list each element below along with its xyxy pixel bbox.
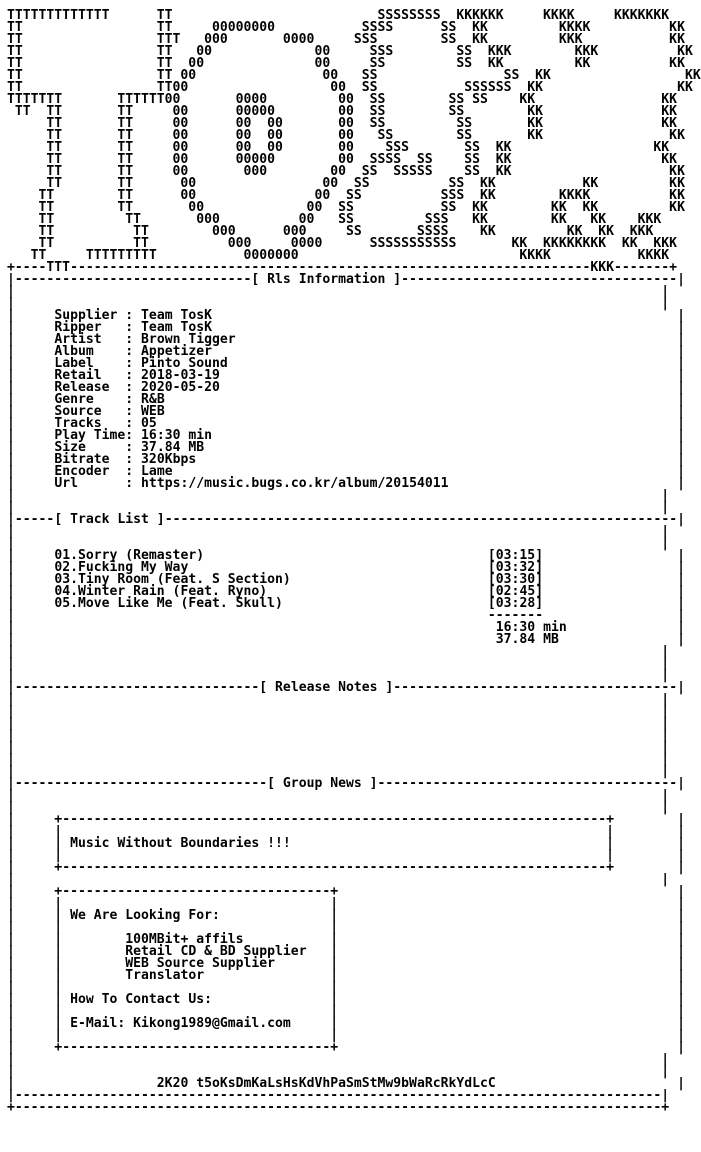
logo-art-line: TTTTTTT TTTTTT00 0000 00 SS SS SS KK KK	[7, 92, 678, 107]
news-list-item: Retail CD & BD Supplier	[125, 944, 307, 959]
frame-side: |	[7, 1016, 15, 1031]
frame-side: |	[677, 848, 685, 863]
frame-blank-line: | |	[7, 668, 670, 683]
logo-art-line: TT TT 00 00 00 00 SS SS KK KK	[7, 116, 678, 131]
news-heading: We Are Looking For:	[70, 908, 220, 923]
frame-side: |	[677, 944, 685, 959]
info-label: Source	[54, 404, 126, 419]
logo-art-line: TT TT 00 00 SSS SS KKK KKK KK	[7, 44, 693, 59]
frame-side: |	[677, 980, 685, 995]
frame-side: |	[7, 392, 15, 407]
logo-art-line: TT TT 00000000 SSSS SS KK KKKK KK	[7, 20, 685, 35]
frame-side: |	[677, 404, 685, 419]
frame-blank-line: | |	[7, 644, 670, 659]
section-title: [ Track List ]	[54, 512, 165, 527]
frame-side: |	[677, 632, 685, 647]
frame-side: |	[7, 884, 15, 899]
info-value: Brown Tigger	[141, 332, 236, 347]
frame-blank-line: | |	[7, 1064, 670, 1079]
frame-side: |	[7, 920, 15, 935]
frame-side: |	[677, 680, 685, 695]
info-label: Label	[54, 356, 126, 371]
frame-side: |	[7, 380, 15, 395]
frame-blank-line: | |	[7, 704, 670, 719]
frame-side: |	[7, 680, 15, 695]
info-label: Bitrate	[54, 452, 126, 467]
info-value: Pinto Sound	[141, 356, 228, 371]
frame-side: |	[7, 548, 15, 563]
frame-final-rule: +----------------------------------------------------------------------------------+	[7, 1100, 670, 1115]
frame-side: |	[677, 368, 686, 383]
frame-side: |	[677, 968, 685, 983]
info-value: https://music.bugs.co.kr/album/20154011	[141, 476, 449, 491]
frame-side: |	[7, 1040, 15, 1055]
frame-side: |	[7, 848, 15, 863]
frame-side: |	[677, 392, 685, 407]
frame-side: |	[677, 608, 685, 623]
frame-side: |	[7, 476, 15, 491]
frame-side: |	[677, 272, 685, 287]
info-label: Genre	[54, 392, 126, 407]
info-label: Encoder	[54, 464, 126, 479]
logo-art-line: TT TT 00 00 00 00 SSS SS KK KK	[7, 140, 670, 155]
news-heading: How To Contact Us:	[70, 992, 212, 1007]
frame-blank-line: | |	[7, 716, 670, 731]
frame-side: |	[7, 980, 15, 995]
frame-side: |	[7, 308, 15, 323]
track-title: 02.Fucking My Way	[54, 560, 189, 575]
logo-art-line: TT TT 00 00 SS SS KK KK KK	[7, 56, 685, 71]
frame-side: |	[7, 1004, 15, 1019]
frame-side: |	[7, 464, 15, 479]
frame-side: |	[677, 512, 685, 527]
logo-art-line: TT TT 000 00 SS SSS KK KK KK KKK	[7, 212, 662, 227]
info-value: Lame	[141, 464, 173, 479]
news-list-item: WEB Source Supplier	[125, 956, 276, 971]
frame-side: |	[677, 308, 685, 323]
track-length: [03:15]	[487, 548, 544, 563]
section-title: [ Release Notes ]	[259, 680, 394, 695]
info-value: 2020-05-20	[141, 380, 220, 395]
frame-side: |	[7, 416, 15, 431]
frame-side: |	[677, 908, 685, 923]
track-length: [03:30]	[487, 572, 544, 587]
frame-side: |	[7, 860, 15, 875]
frame-side: |	[677, 1028, 685, 1043]
frame-side: |	[7, 932, 15, 947]
frame-side: |	[677, 560, 685, 575]
frame-side: |	[677, 1076, 685, 1091]
totals-rule: -------	[487, 608, 544, 623]
logo-art-line: TT TT TT 00 00000 00 SS SS KK KK	[7, 104, 678, 119]
frame-side: |	[677, 476, 686, 491]
news-list-item: 100MBit+ affils	[125, 932, 244, 947]
info-label: Album	[54, 344, 126, 359]
frame-blank-line: | |	[7, 656, 670, 671]
frame-side: |	[7, 332, 15, 347]
frame-blank-line: | |	[7, 692, 670, 707]
frame-side: |	[677, 836, 685, 851]
section-title: [ Rls Information ]	[251, 272, 402, 287]
nfo-document: TTTTTTTTTTTTT TT SSSSSSSS KKKKKK KKKK KKKKKKK TT TT 00000000 SSSS SS KK KKKK KK TT TTT 000 0000 SSS SS KK KKK KK TT TT 00 00 SSS SS KKK KKK KK TT TT 00 00 SS SS KK KK KK TT TT 00 00 SS SS KK KK TT TT00 00 SS SSSSSS KK KK TTTTTTT TTTTTT00 0000 00 SS SS SS KK KK TT TT TT 00 00000 00 SS SS KK KK TT TT 00 00 00 00 SS SS KK KK TT TT 00 00 00 00 SS SS KK KK TT TT 00 00 00 00 SSS SS KK KK TT TT 00 00000 00 SSSS SS SS KK KK TT TT 00 000 00 SS SSSSS SS KK KK TT TT 00 00 SS SS KK KK KK TT TT 00 00 SS SSS KK KKKK KK TT TT 00 00 SS SS KK KK KK KK TT TT 000 00 SS SSS KK KK KK KKK TT TT 000 000 SS SSSS KK KK KK KKK TT TT 000 0000 SSSSSSSSSSS KK KKKKKKKK KK KKK TT TTTTTTTTT 0000000 KKKK KKKK +----TTT------------------------------------------------------------------KKK-------+ |------------------------------[ Rls Information ]-----------------------------------| | | | | | Supplier : Team TosK | | Ripper : Team TosK | | Artist : Brown Tigger | | Album : Appetizer | | Label : Pinto Sound | | Retail : 2018-03-19 | | Release : 2020-05-20 | | Genre : R&B | | Source : WEB | | Tracks : 05 | | Play Time: 16:30 min | | Size : 37.84 MB | | Bitrate : 320Kbps | | Encoder : Lame | | Url : https://music.bugs.co.kr/album/20154011 | | | | | |-----[ Track List ]-----------------------------------------------------------------| | | | | | 01.Sorry (Remaster) [03:15] | | 02.Fucking My Way [03:32] | | 03.Tiny Room (Feat. S Section) [03:30] | | 04.Winter Rain (Feat. Ryno) [02:45] | | 05.Move Like Me (Feat. Skull) [03:28] | | ------- | | 16:30 min | | 37.84 MB | | | | | | | |-------------------------------[ Release Notes ]------------------------------------| | | | | | | | | | | | | | | |--------------------------------[ Group News ]--------------------------------------| | | | | | +---------------------------------------------------------------------+ | | | | | | | Music Without Boundaries !!! | | | | | | | +---------------------------------------------------------------------+ | | | | +----------------------------------+ | | | | | | | We Are Looking For: | | | | | | | | 100MBit+ affils | | | | Retail CD & BD Supplier | | | | WEB Source Supplier | | | | Translator | | | | | | | | How To Contact Us: | | | | | | | | E-Mail: Kikong1989@Gmail.com | | | | | | | +----------------------------------+ | | | | | | 2K20 t5oKsDmKaLsHsKdVhPaSmStMw9bWaRcRkYdLcC | |----------------------------------------------------------------------------------| +----------------------------------------------------------------------------------+	[7, 8, 701, 1115]
logo-art-line: TT TT 00 00 SS SS KK KK KK KK	[7, 200, 685, 215]
frame-side: |	[7, 428, 15, 443]
frame-side: |	[677, 860, 685, 875]
logo-art-line: TT TT 000 0000 SSSSSSSSSSS KK KKKKKKKK KK KKK	[7, 236, 678, 251]
info-value: Appetizer	[141, 344, 212, 359]
frame-side: |	[677, 320, 685, 335]
frame-side: |	[7, 776, 15, 791]
frame-side: |	[7, 992, 15, 1007]
info-label: Artist	[54, 332, 126, 347]
frame-side: |	[677, 464, 686, 479]
frame-side: |	[677, 332, 686, 347]
info-label: Tracks	[54, 416, 126, 431]
frame-blank-line: | |	[7, 1052, 670, 1067]
frame-blank-line: | |	[7, 284, 670, 299]
news-motto: Music Without Boundaries !!!	[70, 836, 291, 851]
frame-side: |	[677, 776, 685, 791]
info-value: R&B	[141, 392, 165, 407]
frame-blank-line: | |	[7, 752, 670, 767]
frame-side: |	[677, 1004, 685, 1019]
track-title: 04.Winter Rain (Feat. Ryno)	[54, 584, 268, 599]
frame-side: |	[7, 956, 15, 971]
logo-art-line: TT TT 00 00 SS SS KK KK	[7, 68, 701, 83]
totals-time: 16:30 min	[495, 620, 567, 635]
frame-side: |	[677, 452, 685, 467]
frame-side: |	[7, 824, 15, 839]
info-value: 37.84 MB	[141, 440, 205, 455]
info-value: 2018-03-19	[141, 368, 220, 383]
frame-blank-line: | |	[7, 740, 670, 755]
frame-side: |	[7, 944, 15, 959]
track-length: [02:45]	[487, 584, 544, 599]
frame-side: |	[677, 584, 685, 599]
frame-side: |	[677, 920, 685, 935]
frame-blank-line: | |	[7, 296, 670, 311]
frame-side: |	[7, 572, 15, 587]
frame-side: |	[7, 584, 15, 599]
frame-side: |	[7, 836, 15, 851]
info-value: WEB	[141, 404, 165, 419]
logo-art-line: TT TTT 000 0000 SSS SS KK KKK KK	[7, 32, 685, 47]
totals-size: 37.84 MB	[495, 632, 559, 647]
frame-blank-line: | |	[7, 764, 670, 779]
frame-side: |	[7, 512, 15, 527]
frame-side: |	[7, 452, 15, 467]
frame-blank-line: | |	[7, 788, 670, 803]
frame-side: |	[7, 440, 15, 455]
frame-blank-line: | |	[7, 524, 670, 539]
logo-art-line: TTTTTTTTTTTTT TT SSSSSSSS KKKKKK KKKK KKKKKKK	[7, 8, 670, 23]
frame-side: |	[7, 812, 15, 827]
frame-side: |	[677, 812, 685, 827]
info-label: Supplier	[54, 308, 126, 323]
frame-side: |	[677, 620, 685, 635]
frame-side: |	[677, 548, 685, 563]
frame-side: |	[677, 992, 685, 1007]
frame-side: |	[677, 428, 685, 443]
frame-blank-line: | |	[7, 536, 670, 551]
frame-side: |	[677, 824, 685, 839]
frame-side: |	[677, 884, 685, 899]
logo-art-line: TT TT 000 000 SS SSSS KK KK KK KKK	[7, 224, 654, 239]
frame-side: |	[677, 896, 685, 911]
frame-side: |	[7, 596, 15, 611]
info-value: Team TosK	[141, 308, 212, 323]
frame-side: |	[7, 632, 15, 647]
info-label: Url	[54, 476, 126, 491]
frame-side: |	[677, 596, 685, 611]
frame-side: |	[677, 1016, 685, 1031]
frame-side: |	[7, 404, 15, 419]
frame-bottom-rule: |----------------------------------------------------------------------------------|	[7, 1088, 670, 1103]
info-value: 320Kbps	[141, 452, 197, 467]
logo-art-line: TT TT 00 00 SS SS KK KK KK	[7, 176, 685, 191]
frame-blank-line: | |	[7, 872, 670, 887]
frame-side: |	[7, 968, 15, 983]
info-label: Size	[54, 440, 126, 455]
frame-side: |	[7, 344, 15, 359]
info-label: Play Time	[54, 428, 126, 443]
section-title: [ Group News ]	[267, 776, 378, 791]
frame-side: |	[7, 356, 15, 371]
frame-side: |	[7, 608, 15, 623]
frame-side: |	[7, 620, 15, 635]
frame-side: |	[677, 956, 685, 971]
frame-blank-line: | |	[7, 728, 670, 743]
track-title: 05.Move Like Me (Feat. Skull)	[54, 596, 283, 611]
track-title: 01.Sorry (Remaster)	[54, 548, 205, 563]
logo-art-line: TT TTTTTTTTT 0000000 KKKK KKKK	[7, 248, 670, 263]
frame-side: |	[677, 356, 685, 371]
contact-email: E-Mail: Kikong1989@Gmail.com	[70, 1016, 291, 1031]
info-value: 05	[141, 416, 157, 431]
frame-side: |	[677, 380, 686, 395]
info-value: 16:30 min	[141, 428, 212, 443]
frame-side: |	[7, 1076, 15, 1091]
frame-blank-line: | |	[7, 800, 670, 815]
footer-tag: 2K20 t5oKsDmKaLsHsKdVhPaSmStMw9bWaRcRkYdLcC	[156, 1076, 496, 1091]
logo-art-line: TT TT 00 00000 00 SSSS SS SS KK KK	[7, 152, 678, 167]
logo-art-line: TT TT 00 00 00 00 SS SS KK KK	[7, 128, 685, 143]
frame-side: |	[677, 1040, 685, 1055]
news-list-item: Translator	[125, 968, 205, 983]
frame-blank-line: | |	[7, 488, 670, 503]
logo-art-line: TT TT 00 00 SS SSS KK KKKK KK	[7, 188, 685, 203]
frame-top-rule: +----TTT------------------------------------------------------------------KKK-------+	[7, 260, 678, 275]
logo-art-line: TT TT00 00 SS SSSSSS KK KK	[7, 80, 693, 95]
info-label: Release	[54, 380, 126, 395]
frame-side: |	[7, 272, 15, 287]
frame-side: |	[677, 572, 685, 587]
frame-side: |	[677, 932, 685, 947]
logo-art-line: TT TT 00 000 00 SS SSSSS SS KK KK	[7, 164, 685, 179]
frame-side: |	[7, 560, 15, 575]
info-label: Retail	[54, 368, 126, 383]
frame-side: |	[7, 1028, 15, 1043]
track-length: [03:32]	[487, 560, 544, 575]
frame-side: |	[7, 896, 15, 911]
frame-side: |	[7, 908, 15, 923]
frame-side: |	[7, 368, 15, 383]
frame-side: |	[7, 320, 15, 335]
frame-side: |	[677, 416, 686, 431]
info-label: Ripper	[54, 320, 126, 335]
frame-side: |	[677, 440, 686, 455]
frame-blank-line: | |	[7, 500, 670, 515]
frame-side: |	[677, 344, 685, 359]
track-length: [03:28]	[487, 596, 544, 611]
info-value: Team TosK	[141, 320, 212, 335]
track-title: 03.Tiny Room (Feat. S Section)	[54, 572, 291, 587]
